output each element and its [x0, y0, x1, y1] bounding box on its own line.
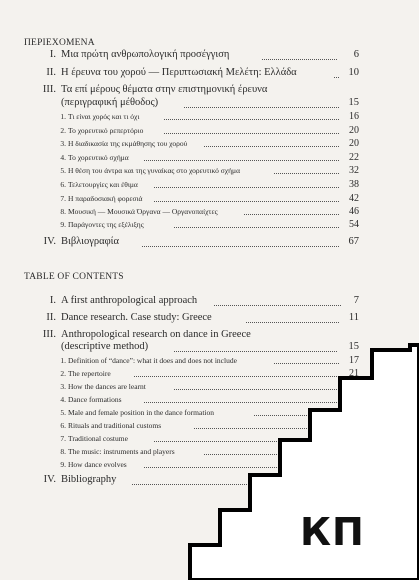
entry-number: 1.	[60, 112, 66, 121]
entry-number: 4.	[60, 153, 66, 162]
entry-page: 7	[353, 295, 359, 306]
entry-number: 3.	[60, 382, 66, 391]
entry-page: 11	[348, 312, 359, 323]
entry-number: III.	[42, 329, 56, 340]
entry-title: Η παραδοσιακή φορεσιά	[68, 194, 143, 203]
entry-title: Bibliography	[61, 474, 117, 485]
entry-number: 2.	[60, 126, 66, 135]
entry-title: The music: instruments and players	[68, 447, 175, 456]
entry-page: 54	[349, 219, 359, 230]
entry-page: 15	[348, 97, 359, 108]
entry-number: II.	[46, 312, 56, 323]
entry-number: IV.	[43, 236, 56, 247]
entry-page: 46	[349, 206, 359, 217]
english-toc-heading: TABLE OF CONTENTS	[24, 272, 124, 282]
entry-title: Παράγοντες της εξέλιξης	[68, 220, 144, 229]
entry-number: I.	[49, 295, 56, 306]
entry-number: 4.	[60, 395, 66, 404]
entry-title: How the dances are learnt	[68, 382, 146, 391]
entry-number: IV.	[43, 474, 56, 485]
entry-page: 6	[353, 49, 359, 60]
entry-number: 1.	[60, 356, 66, 365]
entry-number: 6.	[60, 421, 66, 430]
entry-title: Η διαδικασία της εκμάθησης του χορού	[68, 139, 188, 148]
entry-title: Τελετουργίες και έθιμα	[68, 180, 138, 189]
entry-title: Μια πρώτη ανθρωπολογική προσέγγιση	[61, 49, 230, 60]
entry-number: 8.	[60, 447, 66, 456]
entry-title: Τα επί μέρους θέματα στην επιστημονική έρευνα	[61, 84, 268, 95]
entry-number: III.	[42, 84, 56, 95]
entry-title: Το χορευτικό ρεπερτόριο	[68, 126, 144, 135]
entry-title: Το χορευτικό σχήμα	[68, 153, 129, 162]
entry-page: 21	[349, 368, 359, 379]
entry-page: 22	[349, 152, 359, 163]
entry-title: (descriptive method)	[61, 341, 149, 352]
entry-number: I.	[49, 49, 56, 60]
entry-page: 32	[349, 165, 359, 176]
entry-number: 7.	[60, 194, 66, 203]
entry-number: II.	[46, 67, 56, 78]
entry-title: Dance formations	[68, 395, 122, 404]
entry-page: 38	[349, 179, 359, 190]
entry-number: 8.	[60, 207, 66, 216]
entry-number: 3.	[60, 139, 66, 148]
entry-title: The repertoire	[68, 369, 111, 378]
entry-title: Rituals and traditional customs	[68, 421, 162, 430]
entry-number: 9.	[60, 460, 66, 469]
entry-title: Η θέση του άντρα και της γυναίκας στο χορευτικό σχήμα	[68, 166, 240, 175]
logo-text: КП	[300, 510, 365, 554]
entry-page: 67	[348, 236, 359, 247]
entry-page: 20	[349, 125, 359, 136]
entry-number: 9.	[60, 220, 66, 229]
entry-title: How dance evolves	[68, 460, 127, 469]
entry-title: Τι είναι χορός και τι όχι	[68, 112, 140, 121]
entry-number: 6.	[60, 180, 66, 189]
entry-page: 42	[349, 193, 359, 204]
entry-title: Definition of “dance”: what it does and does not include	[68, 356, 237, 365]
entry-page: 10	[348, 67, 359, 78]
entry-title: Anthropological research on dance in Greece	[61, 329, 251, 340]
entry-number: 5.	[60, 408, 66, 417]
entry-title: (περιγραφική μέθοδος)	[61, 97, 159, 108]
entry-title: Βιβλιογραφία	[61, 236, 119, 247]
entry-title: Dance research. Case study: Greece	[61, 312, 212, 323]
entry-title: A first anthropological approach	[61, 295, 198, 306]
entry-title: Μουσική — Μουσικά Όργανα — Οργανοπαίχτες	[68, 207, 218, 216]
entry-page: 16	[349, 111, 359, 122]
entry-number: 5.	[60, 166, 66, 175]
entry-number: 2.	[60, 369, 66, 378]
greek-toc-heading: ΠΕΡΙΕΧΟΜΕΝΑ	[24, 38, 95, 48]
entry-page: 20	[349, 138, 359, 149]
entry-title: Traditional costume	[68, 434, 128, 443]
entry-page: 17	[349, 355, 359, 366]
entry-number: 7.	[60, 434, 66, 443]
entry-title: Η έρευνα του χορού — Περιπτωσιακή Μελέτη: Ελλάδα	[61, 67, 297, 78]
entry-page: 15	[348, 341, 359, 352]
entry-title: Male and female position in the dance formation	[68, 408, 214, 417]
